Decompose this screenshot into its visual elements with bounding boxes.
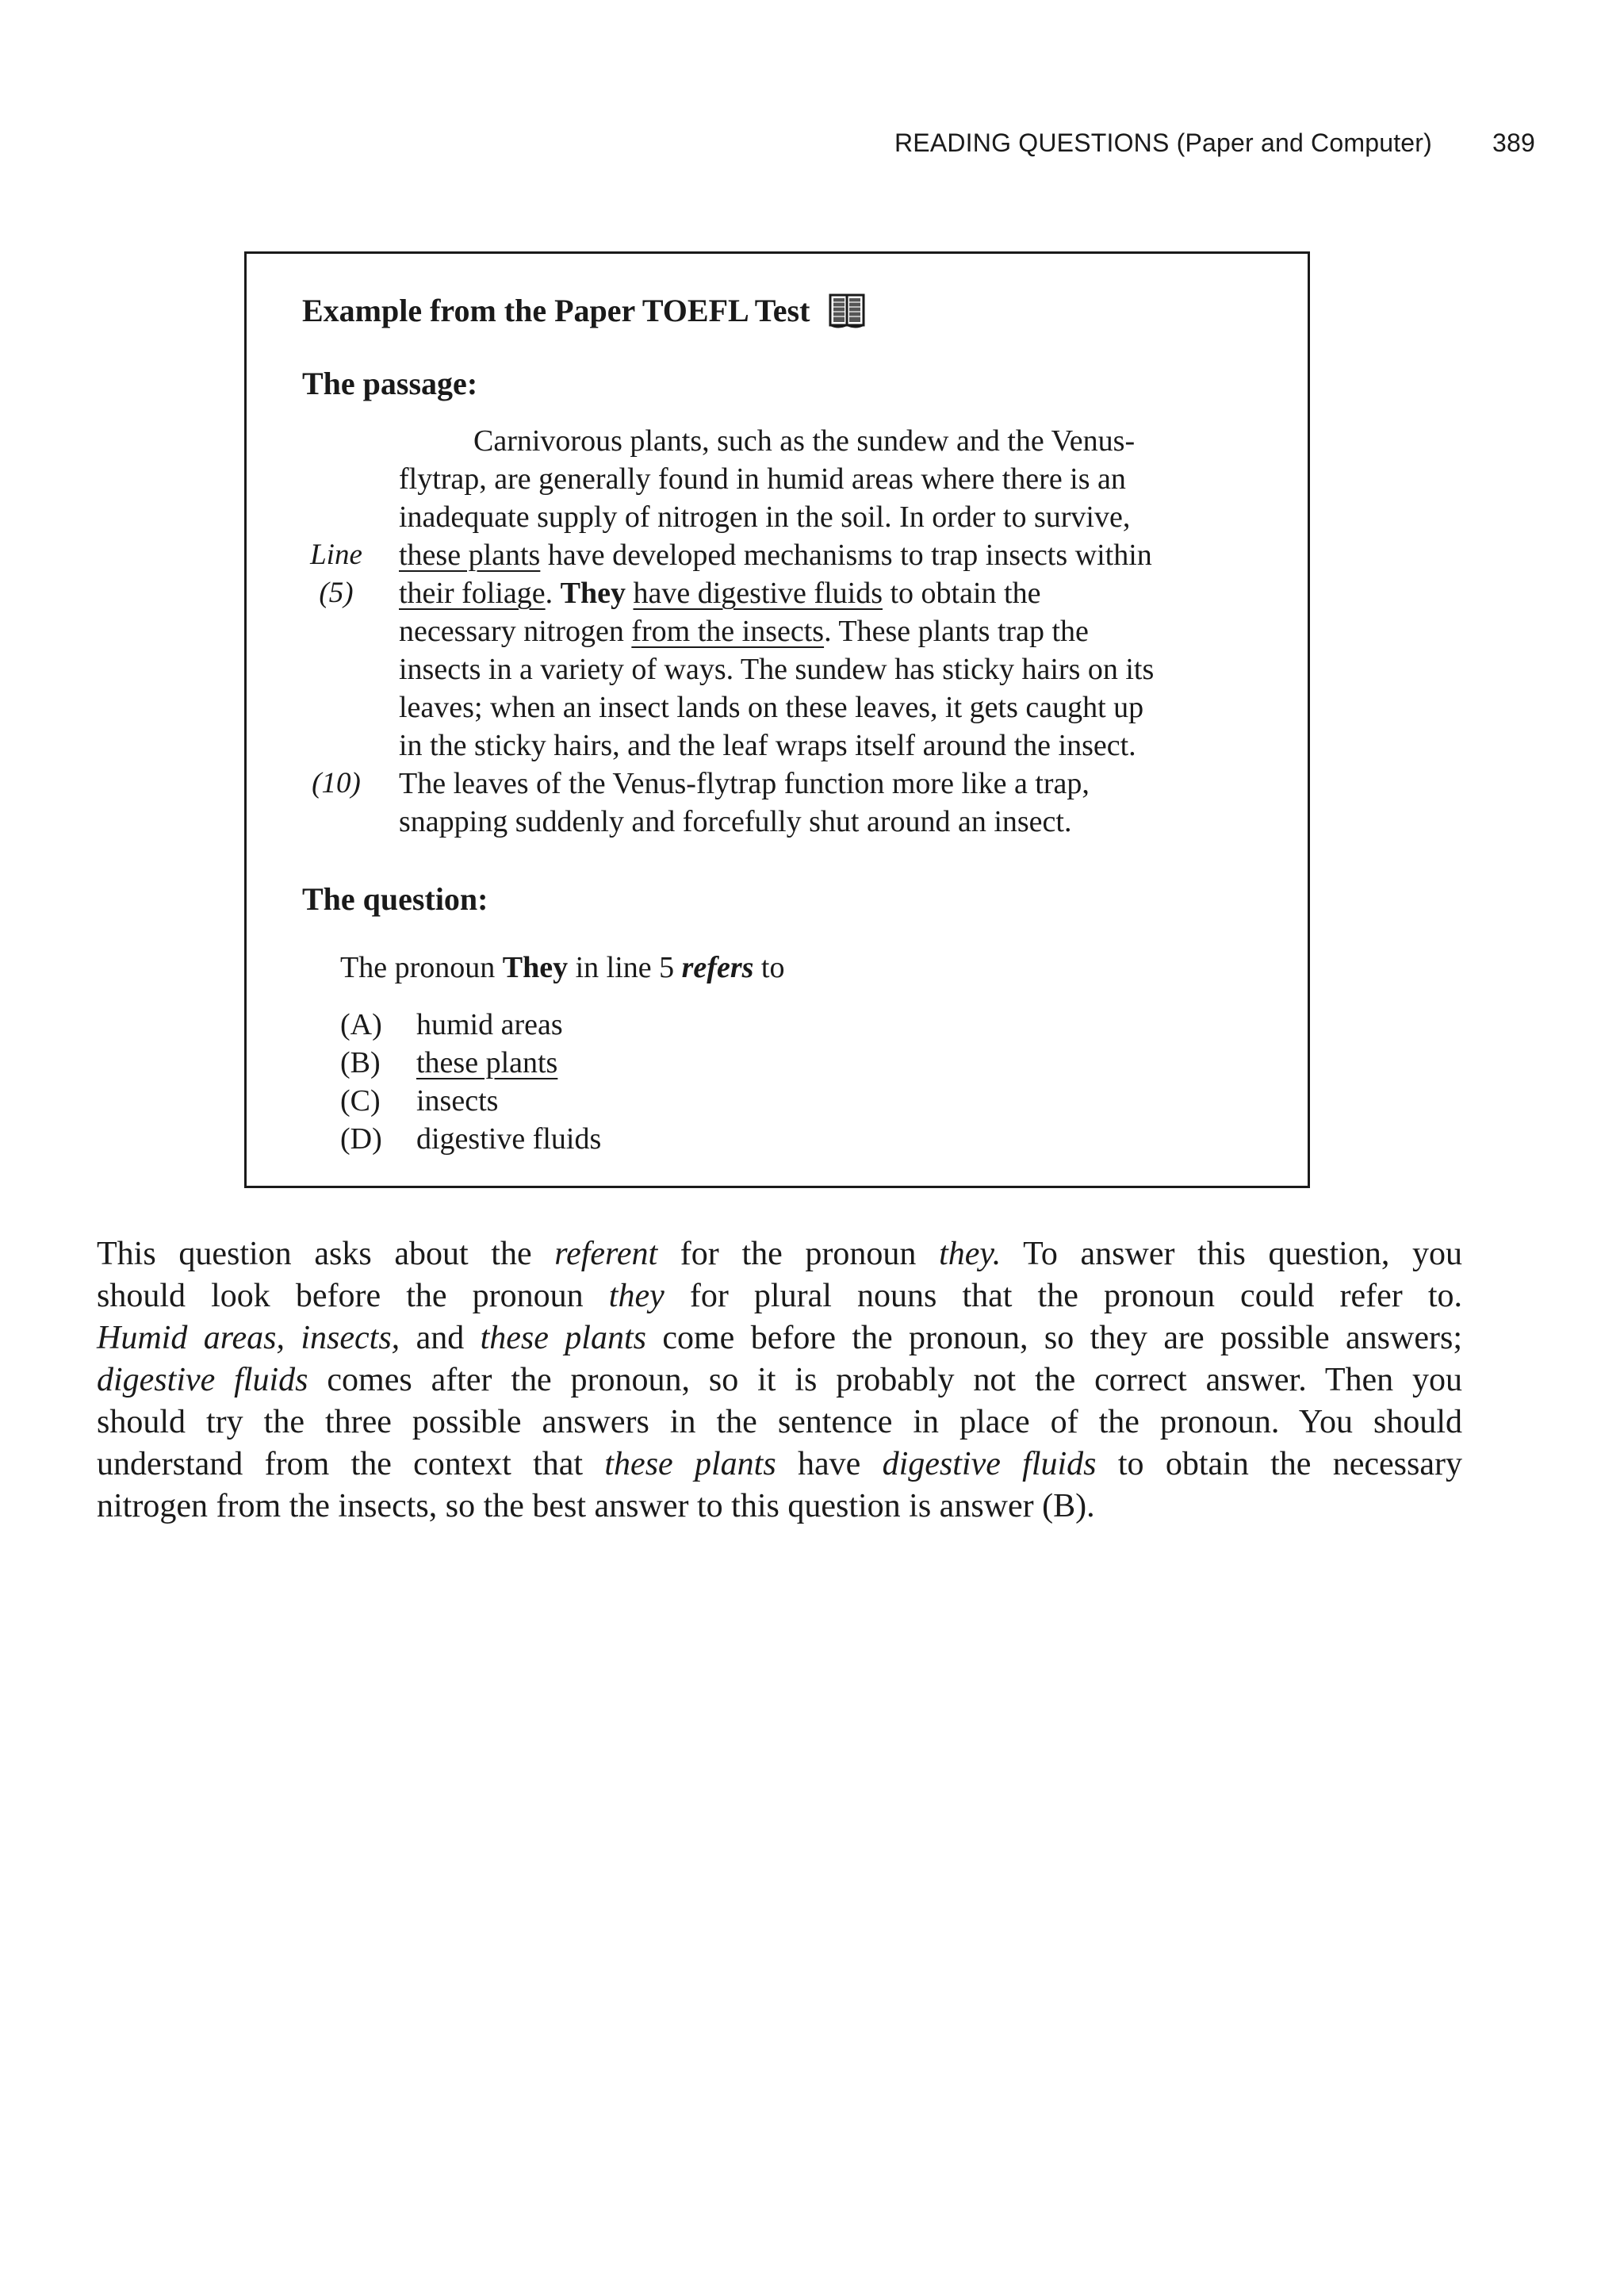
text-run: have	[776, 1446, 883, 1482]
passage-line	[247, 536, 1277, 574]
option-letter: (A)	[340, 1008, 382, 1041]
text-run: inadequate supply of nitrogen in the soil. In order to survive,	[399, 500, 1131, 534]
text-run: have developed mechanisms to trap insects within	[540, 539, 1152, 572]
answer-option	[340, 1044, 601, 1082]
page-number: 389	[1492, 128, 1535, 157]
explanation-line	[97, 1444, 1462, 1486]
text-run: .	[545, 577, 561, 610]
answer-options	[340, 1006, 601, 1158]
text-run: to obtain the necessary	[1096, 1446, 1462, 1482]
passage-line	[247, 727, 1277, 765]
passage-line-text	[399, 650, 1154, 688]
explanation-line	[97, 1317, 1462, 1359]
text-run: refers	[681, 951, 754, 984]
text-run: insects in a variety of ways. The sundew has sticky hairs on its	[399, 653, 1155, 686]
text-run: in line 5	[568, 951, 682, 984]
line-number: (10)	[312, 767, 361, 799]
running-title: READING QUESTIONS (Paper and Computer)	[894, 128, 1432, 157]
text-run: for the pronoun	[657, 1236, 940, 1272]
passage-line	[247, 612, 1277, 650]
option-text: humid areas	[416, 1008, 563, 1041]
text-run: to obtain the	[882, 577, 1041, 610]
passage	[247, 422, 1277, 841]
text-run: The pronoun	[340, 951, 503, 984]
text-run: . These plants trap the	[824, 615, 1089, 648]
text-run: these plants	[480, 1320, 646, 1356]
question-heading: The question:	[302, 881, 488, 917]
passage-line-text	[399, 803, 1071, 841]
passage-line-text	[473, 422, 1135, 460]
passage-line-text	[399, 765, 1090, 803]
text-run: they.	[939, 1236, 1002, 1272]
passage-line-text	[399, 574, 1040, 612]
text-run: comes after the pronoun, so it is probably not the correct answer. Then you	[308, 1362, 1462, 1398]
line-number: Line	[310, 539, 362, 571]
text-run: these plants	[604, 1446, 776, 1482]
passage-line	[247, 460, 1277, 498]
line-number: (5)	[319, 577, 354, 609]
text-run: should look before the pronoun	[97, 1278, 609, 1314]
passage-line	[247, 422, 1277, 460]
text-run: they	[608, 1278, 665, 1314]
text-run: leaves; when an insect lands on these leaves, it gets caught up	[399, 691, 1144, 724]
option-letter: (B)	[340, 1046, 381, 1079]
passage-line	[247, 688, 1277, 727]
text-run: The leaves of the Venus-flytrap function more like a trap,	[399, 767, 1090, 800]
text-run: and	[400, 1320, 481, 1356]
passage-line	[247, 765, 1277, 803]
text-run: to	[753, 951, 785, 984]
example-title-text: Example from the Paper TOEFL Test	[302, 293, 810, 328]
question-stem	[340, 950, 784, 985]
text-run: from the insects	[631, 615, 825, 648]
passage-line	[247, 803, 1277, 841]
passage-line	[247, 650, 1277, 688]
text-run: their foliage	[399, 577, 546, 610]
answer-option	[340, 1120, 601, 1158]
text-run: come before the pronoun, so they are possible answers;	[645, 1320, 1462, 1356]
example-box	[244, 251, 1310, 1188]
text-run: understand from the context that	[97, 1446, 605, 1482]
passage-line-text	[399, 688, 1143, 727]
passage-line-text	[399, 498, 1130, 536]
explanation-line	[97, 1401, 1462, 1444]
option-letter: (D)	[340, 1122, 382, 1156]
text-run: should try the three possible answers in the sentence in place of the pronoun. You should	[97, 1404, 1462, 1440]
text-run: digestive fluids	[97, 1362, 308, 1398]
text-run: for plural nouns that the pronoun could refer to.	[664, 1278, 1462, 1314]
text-run: in the sticky hairs, and the leaf wraps itself around the insect.	[399, 729, 1136, 762]
answer-option	[340, 1082, 601, 1120]
running-head	[872, 128, 1535, 158]
passage-line	[247, 498, 1277, 536]
text-run: flytrap, are generally found in humid areas where there is an	[399, 462, 1126, 496]
text-run: Carnivorous plants, such as the sundew and the Venus-	[473, 424, 1136, 458]
text-run: digestive fluids	[882, 1446, 1097, 1482]
text-run: This question asks about the	[97, 1236, 555, 1272]
option-letter: (C)	[340, 1084, 381, 1118]
text-run: They	[502, 951, 569, 984]
explanation-line	[97, 1359, 1462, 1401]
option-text: these plants	[416, 1046, 558, 1079]
text-run: have digestive fluids	[633, 577, 883, 610]
text-run: these plants	[399, 539, 541, 572]
text-run: snapping suddenly and forcefully shut around an insect.	[399, 805, 1072, 838]
text-run	[626, 577, 634, 610]
passage-line	[247, 574, 1277, 612]
passage-line-text	[399, 612, 1089, 650]
text-run: necessary nitrogen	[399, 615, 632, 648]
answer-option	[340, 1006, 601, 1044]
passage-line-text	[399, 460, 1126, 498]
explanation-line	[97, 1233, 1462, 1275]
passage-line-text	[399, 727, 1136, 765]
text-run: Humid areas, insects,	[97, 1320, 400, 1356]
explanation-line	[97, 1486, 1462, 1528]
text-run: They	[560, 577, 626, 610]
option-text: digestive fluids	[416, 1122, 602, 1156]
book-icon	[829, 293, 865, 329]
example-title	[302, 292, 865, 329]
passage-line-text	[399, 536, 1152, 574]
option-text: insects	[416, 1084, 499, 1118]
text-run: nitrogen from the insects, so the best answer to this question is answer (B).	[97, 1488, 1095, 1524]
text-run: referent	[554, 1236, 658, 1272]
passage-heading: The passage:	[302, 366, 478, 401]
text-run: To answer this question, you	[1001, 1236, 1462, 1272]
explanation-line	[97, 1275, 1462, 1317]
explanation-paragraph	[97, 1233, 1462, 1528]
